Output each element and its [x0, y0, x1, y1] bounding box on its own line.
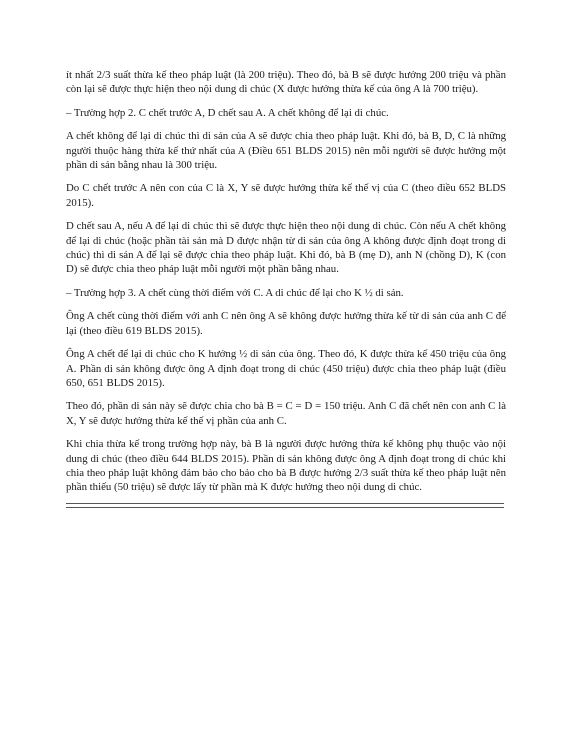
paragraph-inheritance-share: ít nhất 2/3 suất thừa kế theo pháp luật (là 200 triệu). Theo đó, bà B sẽ được hưởng 200 triệu và phần còn lại sẽ được thực hiện theo nội dung di chúc (X được hưởng thừa kế của ông A là 700 triệu).	[66, 69, 506, 96]
paragraph-case-2-legal-division: A chết không để lại di chúc thì di sản của A sẽ được chia theo pháp luật. Khi đó, bà B, D, C là những người thuộc hàng thừa kế thứ nhất của A (Điều 651 BLDS 2015) nên mỗi người sẽ được hưởng một phần di sản bằng nhau là 300 triệu.	[66, 130, 506, 172]
document-body	[66, 68, 506, 504]
paragraph-case-2-d-dies-after: D chết sau A, nếu A để lại di chúc thì sẽ được thực hiện theo nội dung di chúc. Còn nếu A chết không để lại di chúc (hoặc phần tài sản mà D được nhận từ di sản của ông A không được định đoạt trong di chúc) thì di sản A để lại sẽ được chia theo pháp luật. Khi đó, bà B (mẹ D), anh N (chồng D), K (con D) sẽ được chia theo pháp luật mỗi người một phần bằng nhau.	[66, 220, 506, 276]
paragraph-case-3-compulsory-heir: Khi chia thừa kế trong trường hợp này, bà B là người được hưởng thừa kế không phụ thuộc vào nội dung di chúc (theo điều 644 BLDS 2015). Phần di sản không được ông A định đoạt trong di chúc khi chia theo pháp luật không đảm bảo cho bảo cho bà B được hưởng 2/3 suất thừa kế theo pháp luật nên phần thiếu (50 triệu) sẽ được lấy từ phần mà K được hưởng theo nội dung di chúc.	[66, 438, 506, 494]
paragraph-case-3-simultaneous-death: Ông A chết cùng thời điểm với anh C nên ông A sẽ không được hưởng thừa kế từ di sản của anh C để lại (theo điều 619 BLDS 2015).	[66, 310, 506, 337]
paragraph-case-3-division: Theo đó, phần di sản này sẽ được chia cho bà B = C = D = 150 triệu. Anh C đã chết nên con anh C là X, Y sẽ được hưởng thừa kế thế vị phần của anh C.	[66, 400, 506, 427]
paragraph-case-2-substitution: Do C chết trước A nên con của C là X, Y sẽ được hưởng thừa kế thế vị của C (theo điều 652 BLDS 2015).	[66, 182, 506, 209]
section-divider-thin	[66, 507, 504, 508]
paragraph-case-3-heading: – Trường hợp 3. A chết cùng thời điểm với C. A di chúc để lại cho K ½ di sản.	[66, 286, 404, 299]
paragraph-case-3-will-for-k: Ông A chết để lại di chúc cho K hưởng ½ di sản của ông. Theo đó, K được thừa kế 450 triệu của ông A. Phần di sản không được ông A định đoạt trong di chúc (450 triệu) được chia theo pháp luật (điều 650, 651 BLDS 2015).	[66, 348, 506, 389]
paragraph-case-2-heading: – Trường hợp 2. C chết trước A, D chết sau A. A chết không để lại di chúc.	[66, 106, 389, 119]
section-divider-thick	[66, 503, 504, 504]
